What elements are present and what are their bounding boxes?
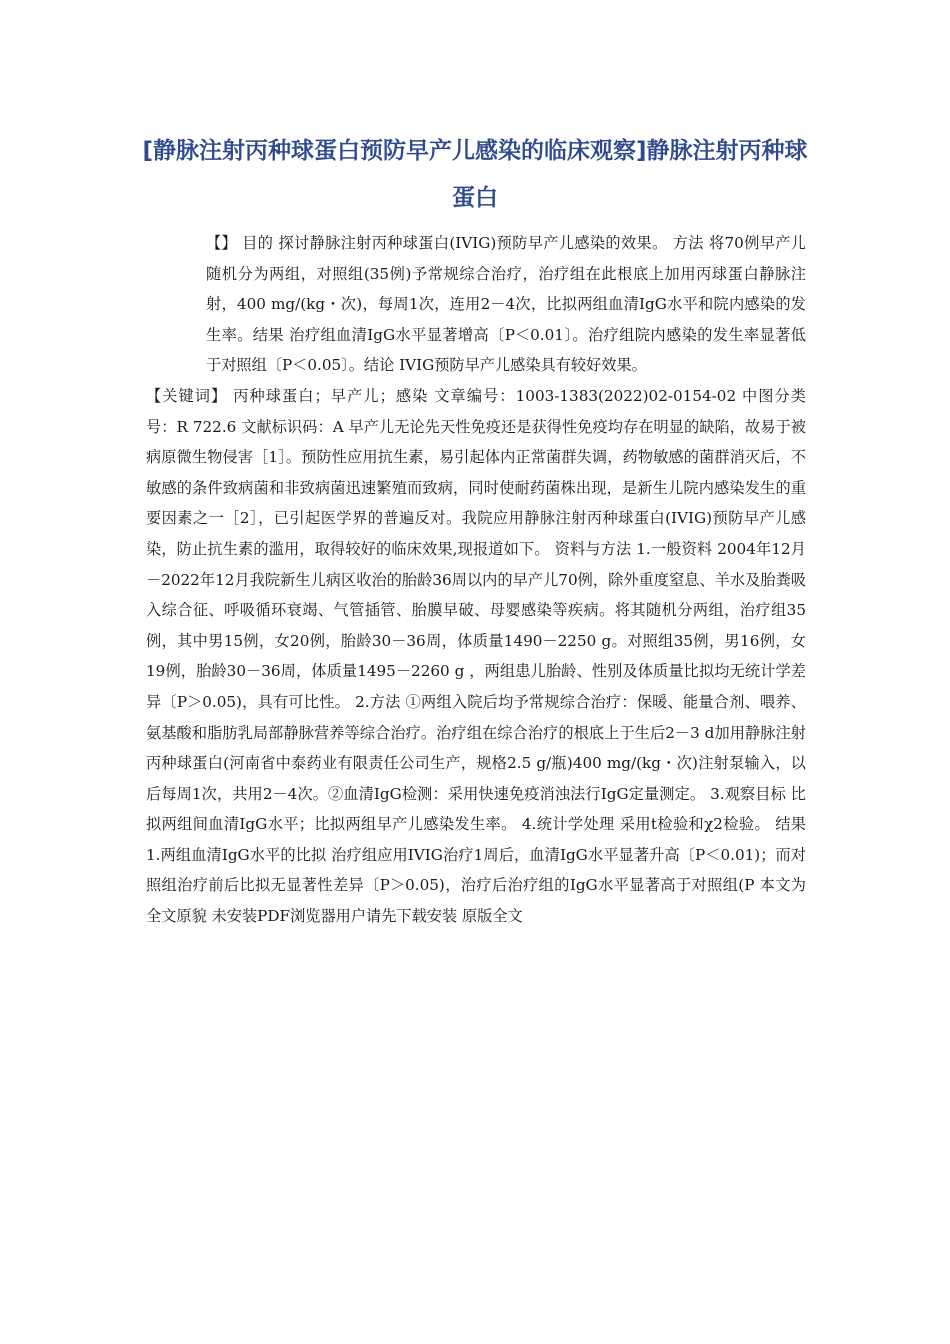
body-paragraph: 【关键词】 丙种球蛋白；早产儿；感染 文章编号：1003-1383(2022)02-0154-02 中图分类号：R 722.6 文献标识码：A 早产儿无论先天性免疫还是获得性免疫均存在明显的缺陷，故易于被病原微生物侵害［1］。预防性应用抗生素，易引起体内正常菌群失调，药物敏感的菌群消灭后，不敏感的条件致病菌和非致病菌迅速繁殖而致病，同时使耐药菌株出现，是新生儿院内感染发生的重要因素之一［2］，已引起医学界的普遍反对。我院应用静脉注射丙种球蛋白(IVIG)预防早产儿感染，防止抗生素的滥用，取得较好的临床效果,现报道如下。 资料与方法 1.一般资料 2004年12月－2022年12月我院新生儿病区收治的胎龄36周以内的早产儿70例，除外重度窒息、羊水及胎粪吸入综合征、呼吸循环衰竭、气管插管、胎膜早破、母婴感染等疾病。将其随机分两组，治疗组35例，其中男15例，女20例，胎龄30－36周，体质量1490－2250 g。对照组35例，男16例，女19例，胎龄30－36周，体质量1495－2260 g ，两组患儿胎龄、性别及体质量比拟均无统计学差异〔P＞0.05)，具有可比性。 2.方法 ①两组入院后均予常规综合治疗：保暖、能量合剂、喂养、氨基酸和脂肪乳局部静脉营养等综合治疗。治疗组在综合治疗的根底上于生后2－3 d加用静脉注射丙种球蛋白(河南省中泰药业有限责任公司生产，规格2.5 g/瓶)400 mg/(kg・次)注射泵输入，以后每周1次，共用2－4次。②血清IgG检测：采用快速免疫消浊法行IgG定量测定。 3.观察目标 比拟两组间血清IgG水平；比拟两组早产儿感染发生率。 4.统计学处理 采用t检验和χ2检验。 结果 1.两组血清IgG水平的比拟 治疗组应用IVIG治疗1周后，血清IgG水平显著升高〔P＜0.01)；而对照组治疗前后比拟无显著性差异〔P＞0.05)，治疗后治疗组的IgG水平显著高于对照组(P 本文为全文原貌 未安装PDF浏览器用户请先下载安装 原版全文: [146, 386, 806, 926]
document-body: [146, 228, 806, 932]
document-title: [静脉注射丙种球蛋白预防早产儿感染的临床观察]静脉注射丙种球蛋白: [142, 138, 808, 211]
abstract-paragraph: 【】 目的 探讨静脉注射丙种球蛋白(IVIG)预防早产儿感染的效果。 方法 将70例早产儿随机分为两组，对照组(35例)予常规综合治疗，治疗组在此根底上加用丙球蛋白静脉注射，400 mg/(kg・次)，每周1次，连用2－4次，比拟两组血清IgG水平和院内感染的发生率。结果 治疗组血清IgG水平显著增高〔P＜0.01〕。治疗组院内感染的发生率显著低于对照组〔P＜0.05〕。结论 IVIG预防早产儿感染具有较好效果。: [206, 234, 806, 375]
